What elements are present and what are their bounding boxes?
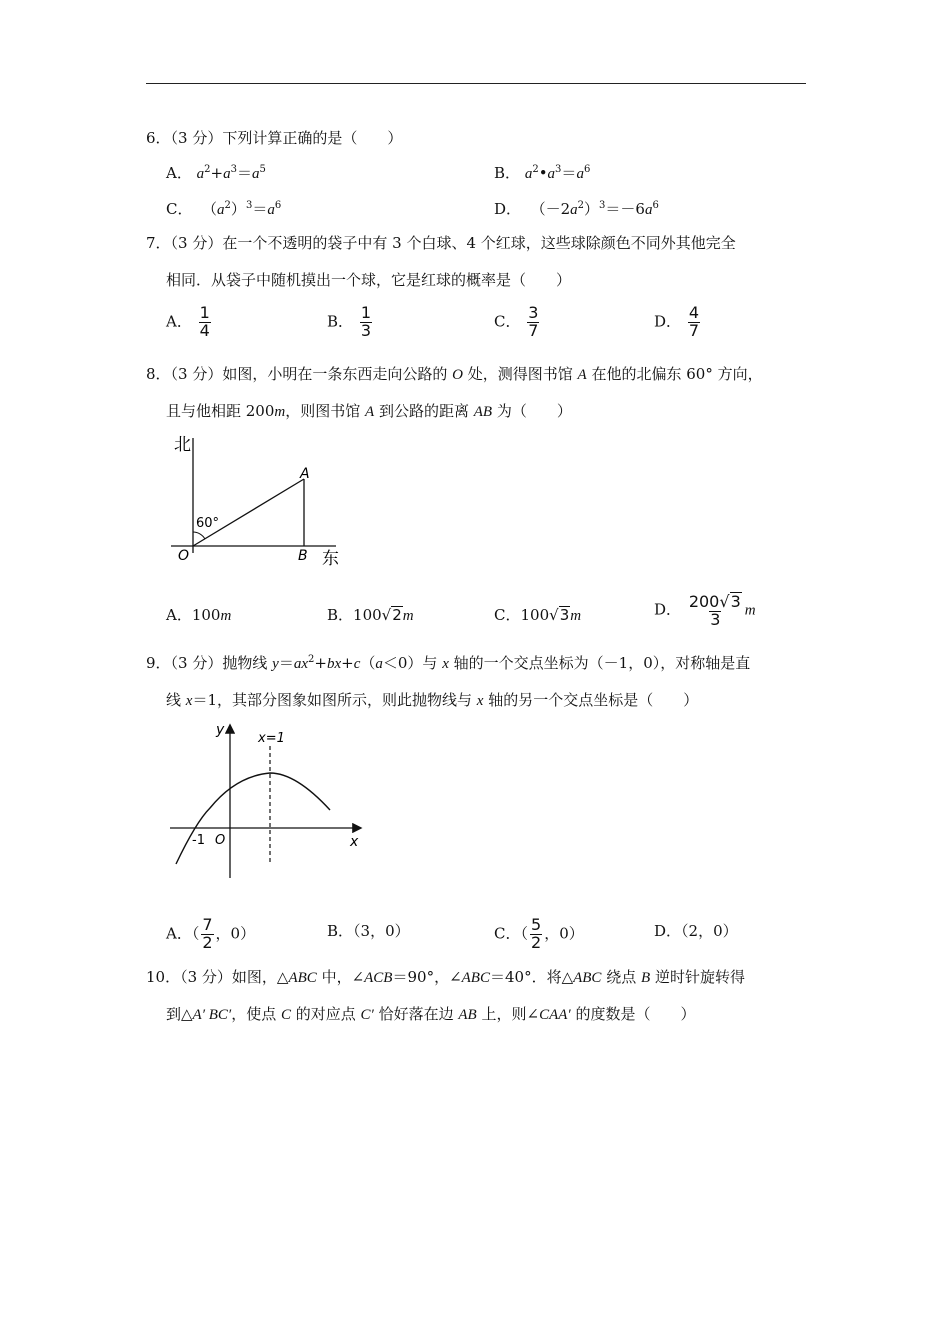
text: 为（ ） [492,402,572,420]
numerator: 4 [688,303,699,322]
fraction [201,917,213,952]
option-label: A． [166,312,192,331]
text: ，使点 [231,1005,281,1023]
unit: m [570,608,582,624]
question-7-stem-line2: 相同．从袋子中随机摸出一个球，它是红球的概率是（ ） [166,271,572,289]
text: 绕点 [601,968,641,986]
neg-one-label: -1 [192,833,205,848]
option-tail: ，0） [215,924,256,943]
denominator: 7 [528,320,539,340]
point-c: C [280,1007,291,1023]
option-label: C． [494,606,521,624]
angle-label: 60° [196,516,220,531]
label-a: A [300,466,310,482]
numerator: 5 [531,915,542,934]
point-o: O [452,367,463,383]
sqrt: √3 [719,592,741,611]
q9-option-d [654,920,738,941]
question-8-stem [146,363,763,384]
triangle-abc: ABC [288,970,317,986]
segment-ab: AB [458,1007,477,1023]
radicand: 3 [730,592,741,611]
numerator: 3 [528,303,539,322]
text: 到△ [166,1005,193,1023]
east-label: 东 [322,549,339,569]
numerator: 7 [202,915,213,934]
q6-option-a [166,162,266,183]
var-x: x [476,693,484,709]
fraction [688,305,700,340]
text: （ [360,654,376,672]
text: ＝90°，∠ [392,968,462,986]
text: 处，测得图书馆 [462,365,578,383]
point-b: B [641,970,651,986]
option-label: B． [327,922,354,940]
question-number: 7． [146,234,171,252]
numerator: 1 [360,303,371,322]
unit: m [274,404,286,420]
denominator: 7 [688,320,699,340]
header-rule [146,83,806,84]
text: 轴的另一个交点坐标是（ ） [483,691,699,709]
q8-option-c [494,604,581,625]
q8-option-b [327,604,414,625]
point-a: A [577,367,587,383]
fraction [199,305,211,340]
angle-arc [193,532,205,539]
text: 线 [166,691,186,709]
q7-option-b [327,305,374,340]
option-label: A． [166,924,192,943]
q8-figure [166,428,346,573]
paren: （ [191,924,200,943]
q7-option-a [166,305,213,340]
radicand: 3 [559,606,570,624]
question-number: 9． [146,654,171,672]
question-text: （3 分）在一个不透明的袋子中有 3 个白球、4 个红球，这些球除颜色不同外其他完全 [170,234,736,252]
denominator: 2 [202,932,213,952]
option-value: 100 [353,606,382,624]
sqrt: √2 [381,606,402,624]
north-label: 北 [174,435,191,455]
denominator: 3 [710,609,721,629]
unit: m [744,602,756,619]
option-label: A． [166,606,192,624]
question-number: 8． [146,365,171,383]
origin-label: O [215,833,226,848]
y-label: y [216,722,225,738]
segment-oa [193,479,304,546]
option-label: B． [327,606,354,624]
question-8-stem-line2 [166,400,572,421]
option-label: B． [327,312,354,331]
text: 到公路的距离 [374,402,474,420]
angle-acb: ACB [364,970,393,986]
text: ，则图书馆 [285,402,366,420]
triangle-abc-prime: A′ BC′ [192,1007,232,1023]
text: 在他的北偏东 60° 方向， [586,365,763,383]
option-value: 100 [520,606,550,624]
option-formula: $(a^2)^3=a^6$ [197,200,282,218]
segment-ab: AB [473,404,493,420]
var-x: x [442,656,449,672]
question-7-stem [146,232,736,253]
text: （3 分）如图，小明在一条东西走向公路的 [170,365,453,383]
numerator-value: 200 [688,592,720,611]
option-label: C． [494,312,521,331]
label-o: O [178,548,190,564]
text: ＜0）与 [382,654,443,672]
q8-option-d [654,592,756,629]
option-tail: ，0） [544,924,584,943]
question-9-stem [146,652,750,673]
question-number: 10． [146,968,181,986]
text: 中，∠ [316,968,365,986]
text: （3 分）如图，△ [180,968,289,986]
text: 恰好落在边 [373,1005,459,1023]
symmetry-label: x=1 [258,731,285,746]
numerator [688,592,743,611]
fraction [530,917,542,952]
point-a: A [365,404,375,420]
var-x: x [185,693,193,709]
text: 的对应点 [291,1005,361,1023]
option-formula: $a^2•a^3=a^6$ [524,164,591,182]
q8-option-a [166,604,231,625]
unit: m [220,608,232,624]
question-10-stem [146,966,745,987]
q9-option-a [166,917,255,952]
numerator: 1 [199,303,210,322]
fraction [360,305,372,340]
angle-caa-prime: CAA′ [539,1007,571,1023]
parabola-curve [176,773,330,864]
question-text: （3 分）下列计算正确的是（ ） [170,129,403,147]
question-number: 6． [146,129,171,147]
q9-option-c [494,917,584,952]
option-label: D． [494,200,522,218]
text: （3 分）抛物线 [170,654,273,672]
paren: （ [520,924,528,943]
option-value: 100 [191,606,221,624]
option-label: C． [166,200,193,218]
sqrt: √3 [549,606,570,624]
denominator: 4 [199,320,210,340]
var-a: a [375,656,383,672]
option-value: （2，0） [681,922,738,940]
q9-figure [166,718,376,883]
text: 上，则∠ [476,1005,540,1023]
parabola-formula: $y=ax^2+bx+c$ [272,654,361,672]
text: 逆时针旋转得 [650,968,745,986]
fraction [688,592,743,629]
x-label: x [350,834,359,850]
q7-option-c [494,305,541,340]
denominator: 3 [360,320,371,340]
option-label: D． [654,312,682,331]
text: ＝40°．将△ [489,968,574,986]
q6-option-d [494,198,659,219]
question-6-stem [146,127,402,148]
option-label: D． [654,922,682,940]
q6-option-c [166,198,281,219]
denominator: 2 [531,932,542,952]
option-formula: $(-2a^2)^3=-6a^6$ [525,200,659,218]
question-9-stem-line2 [166,689,698,710]
text: 轴的一个交点坐标为（－1，0），对称轴是直 [448,654,751,672]
option-value: （3，0） [353,922,410,940]
radicand: 2 [392,606,402,624]
triangle-abc: ABC [573,970,602,986]
text: ＝1，其部分图象如图所示，则此抛物线与 [192,691,477,709]
label-b: B [298,548,308,564]
q7-option-d [654,305,702,340]
q9-option-b [327,920,410,941]
option-label: D． [654,600,682,619]
q6-option-b [494,162,590,183]
fraction [527,305,539,340]
option-formula: $a^2+a^3=a^5$ [196,164,266,182]
unit: m [402,608,414,624]
option-label: C． [494,924,521,943]
question-10-stem-line2 [166,1003,695,1024]
option-label: B． [494,164,521,182]
point-c-prime: C′ [360,1007,374,1023]
text: 的度数是（ ） [570,1005,696,1023]
angle-abc: ABC [461,970,490,986]
text: 且与他相距 200 [166,402,275,420]
option-label: A． [166,164,192,182]
